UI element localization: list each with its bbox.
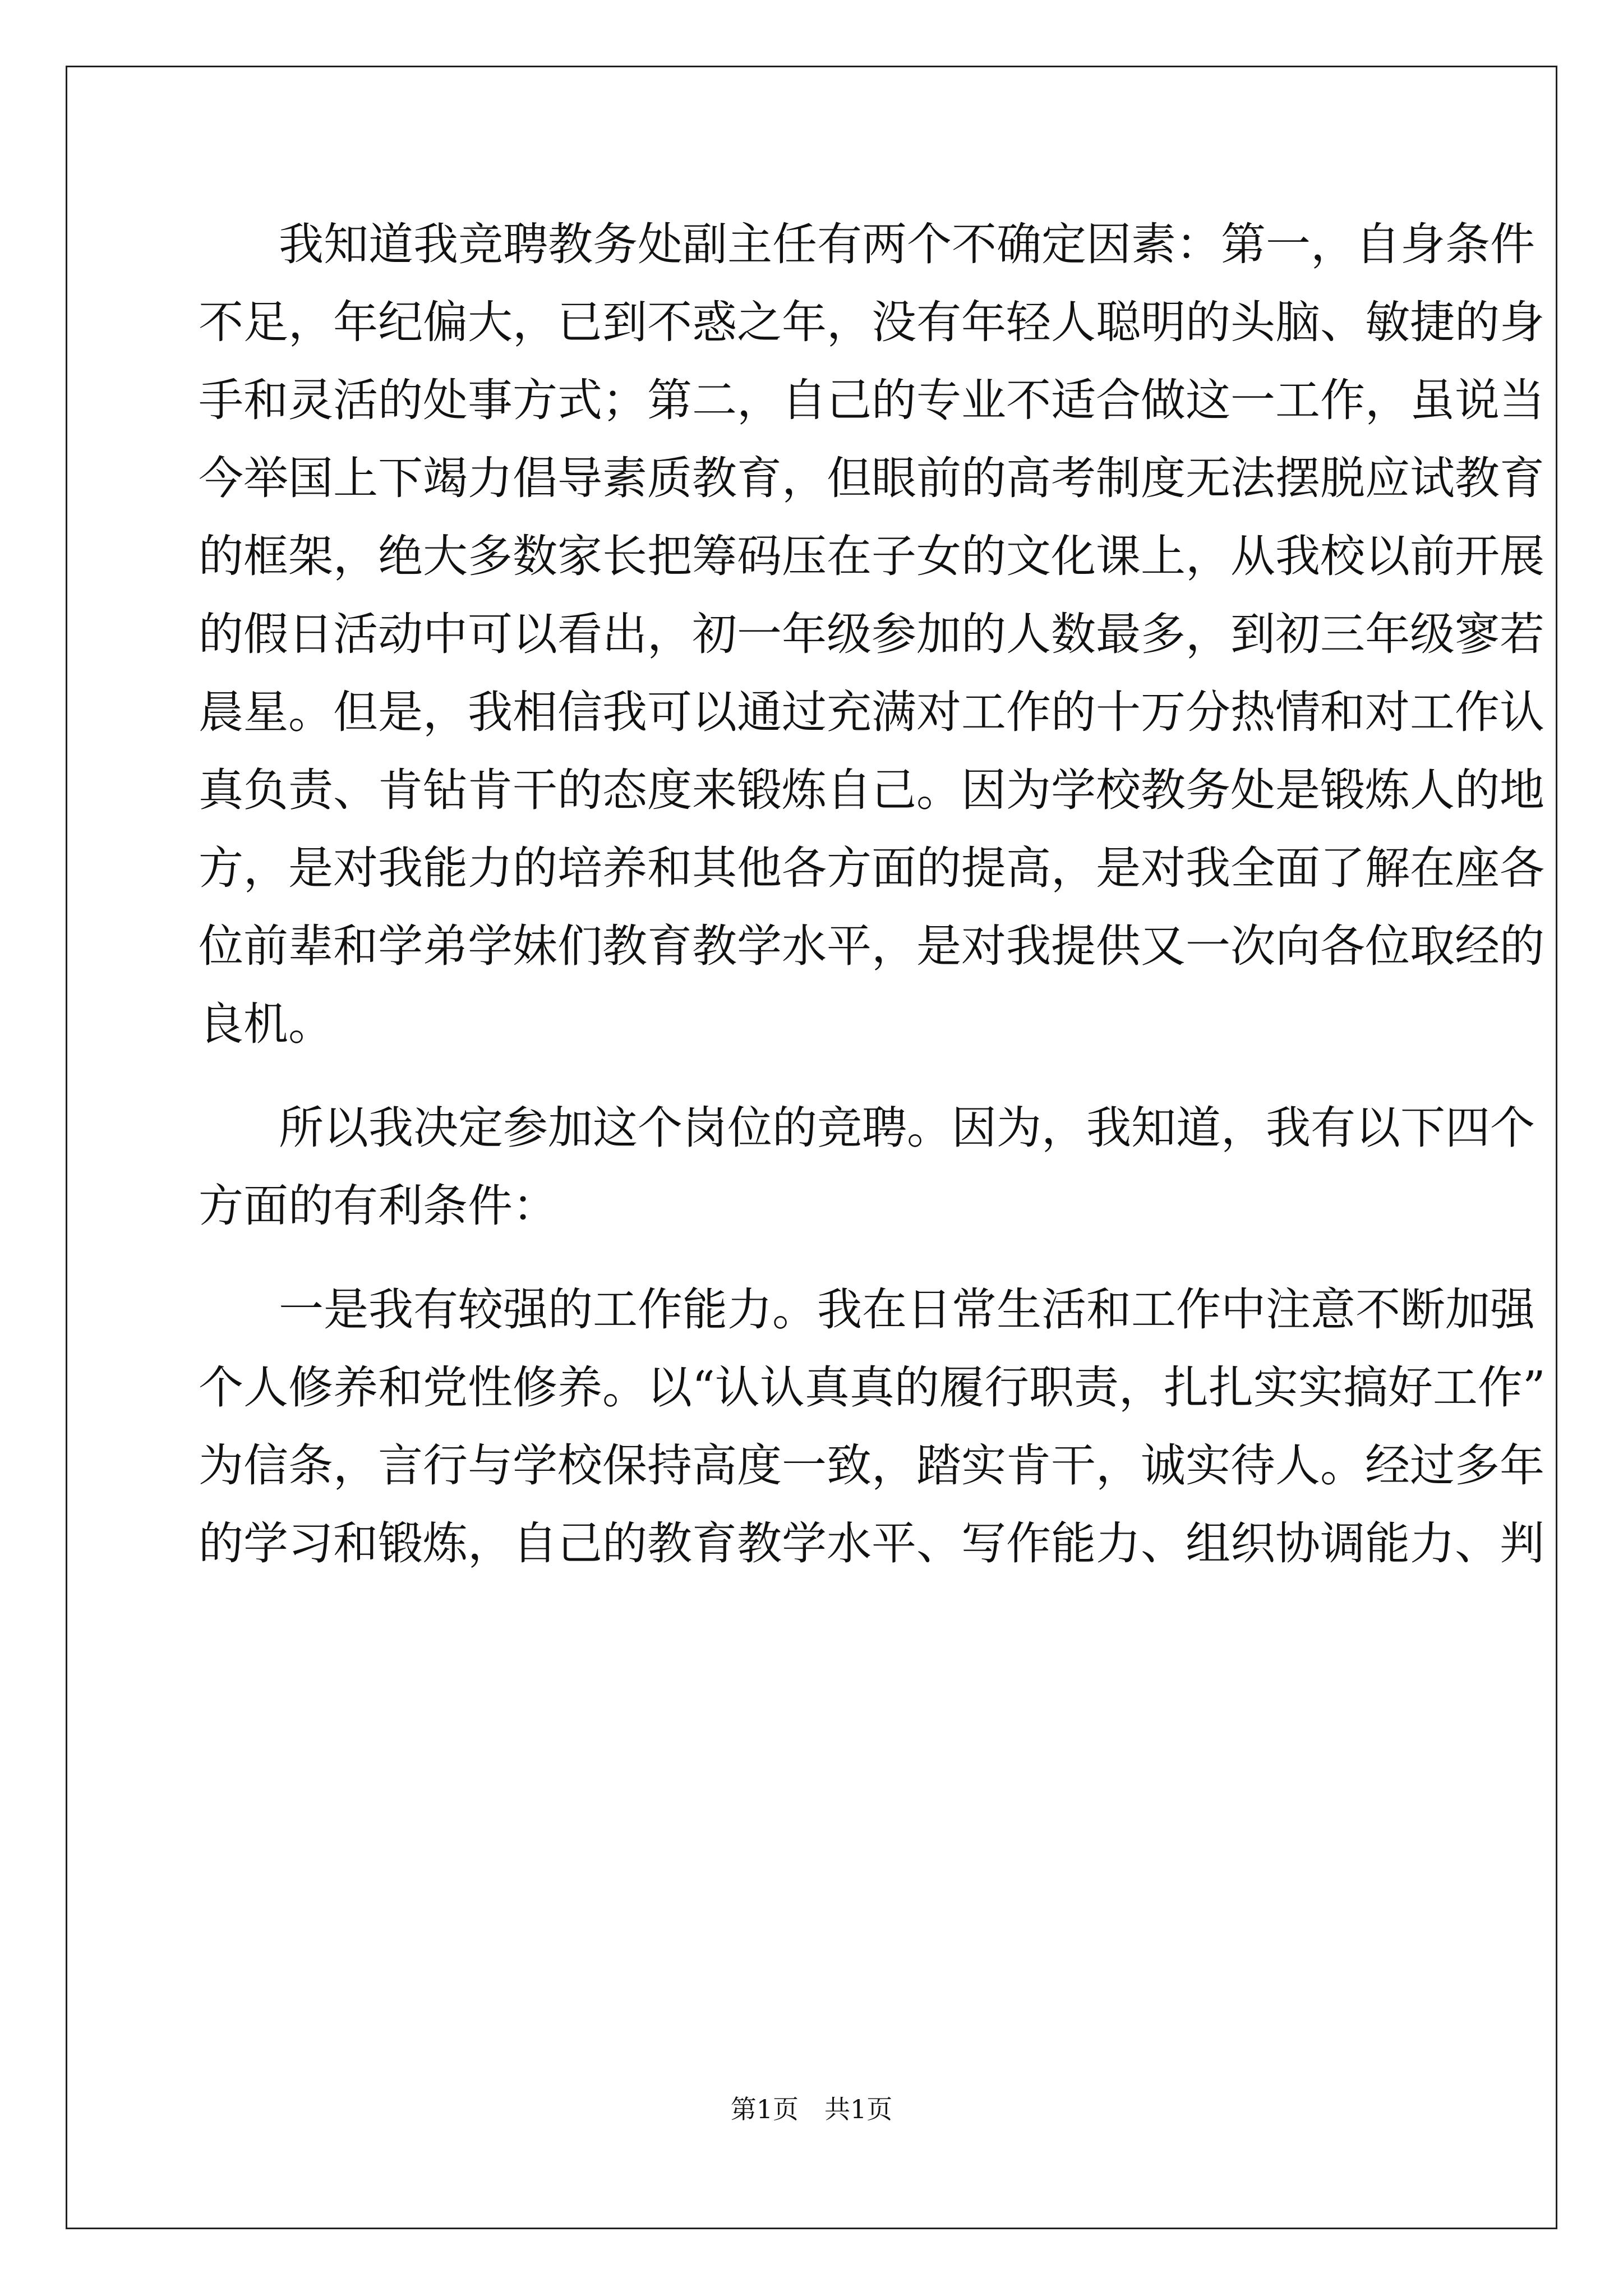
text-line: 的学习和锻炼，自己的教育教学水平、写作能力、组织协调能力、判 bbox=[199, 1517, 1544, 1570]
text-line: 一是我有较强的工作能力。我在日常生活和工作中注意不断加强 bbox=[279, 1283, 1535, 1336]
text-line: 的假日活动中可以看出，初一年级参加的人数最多，到初三年级寥若 bbox=[199, 608, 1544, 660]
text-line: 良机。 bbox=[199, 998, 333, 1050]
text-line: 不足，年纪偏大，已到不惑之年，没有年轻人聪明的头脑、敏捷的身 bbox=[199, 296, 1544, 348]
text-line: 我知道我竞聘教务处副主任有两个不确定因素：第一，自身条件 bbox=[279, 218, 1535, 270]
text-line: 晨星。但是，我相信我可以通过充满对工作的十万分热情和对工作认 bbox=[199, 686, 1544, 738]
text-line: 今举国上下竭力倡导素质教育，但眼前的高考制度无法摆脱应试教育 bbox=[199, 452, 1544, 504]
text-line: 所以我决定参加这个岗位的竞聘。因为，我知道，我有以下四个 bbox=[279, 1102, 1535, 1154]
text-line: 位前辈和学弟学妹们教育教学水平，是对我提供又一次向各位取经的 bbox=[199, 920, 1544, 972]
text-line: 为信条，言行与学校保持高度一致，踏实肯干，诚实待人。经过多年 bbox=[199, 1439, 1544, 1492]
text-line: 的框架，绝大多数家长把筹码压在子女的文化课上，从我校以前开展 bbox=[199, 530, 1544, 582]
text-line: 方面的有利条件： bbox=[199, 1180, 557, 1232]
text-line: 个人修养和党性修养。以“认认真真的履行职责，扎扎实实搞好工作” bbox=[199, 1361, 1546, 1414]
text-line: 手和灵活的处事方式；第二，自己的专业不适合做这一工作，虽说当 bbox=[199, 374, 1544, 426]
text-line: 方，是对我能力的培养和其他各方面的提高，是对我全面了解在座各 bbox=[199, 842, 1544, 894]
page-footer: 第1页 共1页 bbox=[730, 2094, 893, 2124]
text-line: 真负责、肯钻肯干的态度来锻炼自己。因为学校教务处是锻炼人的地 bbox=[199, 764, 1544, 816]
